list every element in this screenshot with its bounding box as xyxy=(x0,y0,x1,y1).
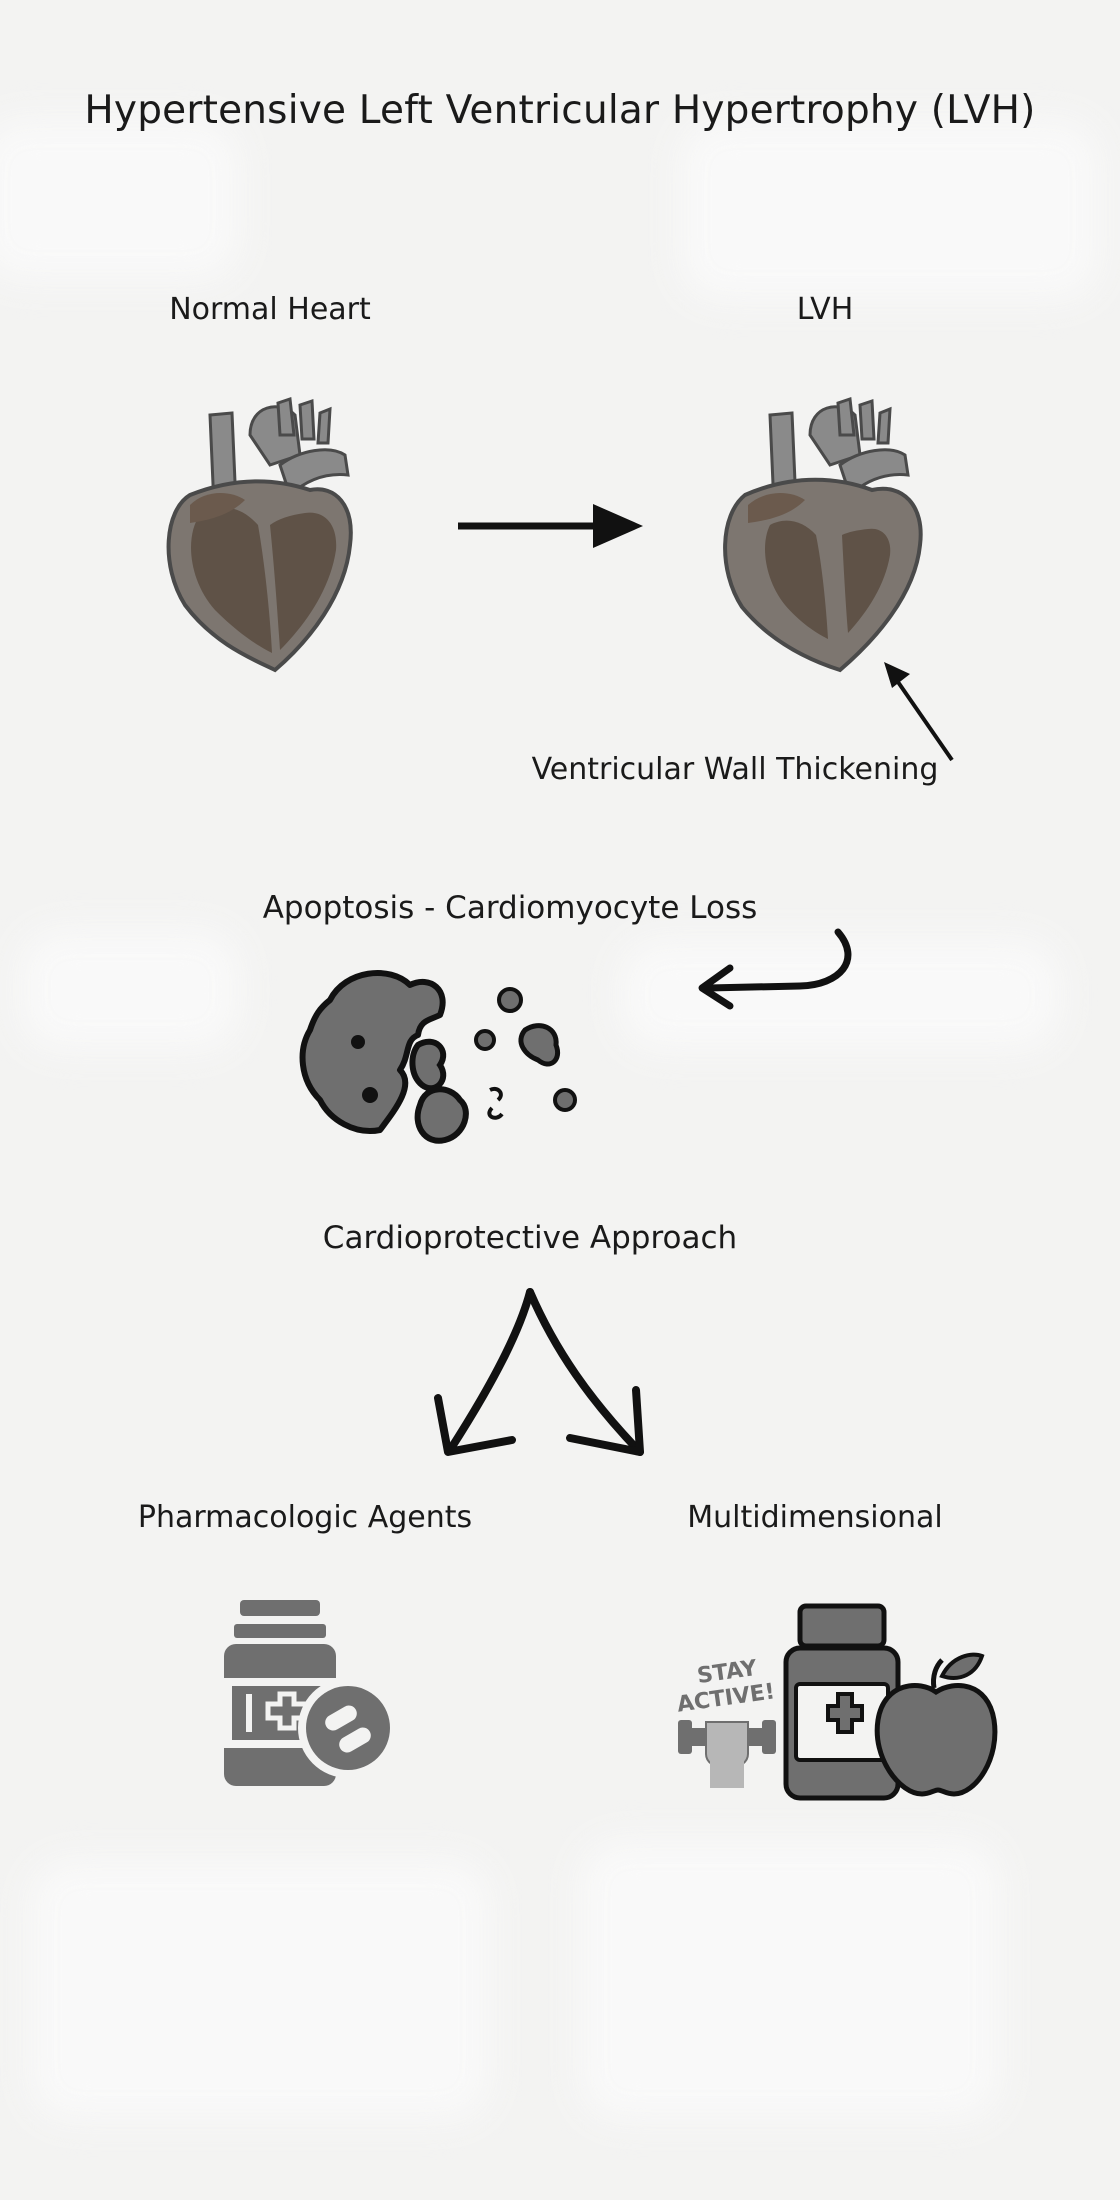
lvh-label: LVH xyxy=(796,292,854,327)
apoptosis-label: Apoptosis - Cardiomyocyte Loss xyxy=(262,890,758,926)
heart-icon xyxy=(160,395,380,675)
stay-active-badge-line1: STAY xyxy=(695,1655,759,1690)
branch-arrows xyxy=(430,1290,670,1460)
curved-return-arrow xyxy=(690,930,860,1010)
pharmacologic-label: Pharmacologic Agents xyxy=(137,1500,473,1535)
progression-arrow xyxy=(458,496,658,556)
normal-heart-label: Normal Heart xyxy=(169,292,371,327)
stay-active-badge-line2: ACTIVE! xyxy=(675,1679,777,1718)
wall-thickening-label: Ventricular Wall Thickening xyxy=(531,752,939,787)
apoptotic-cell-icon xyxy=(300,960,590,1160)
approach-label: Cardioprotective Approach xyxy=(322,1220,738,1256)
heart-lvh-icon xyxy=(720,395,940,675)
medicine-bottle-pills-icon xyxy=(220,1600,400,1800)
apple-icon xyxy=(872,1648,1002,1798)
page-title: Hypertensive Left Ventricular Hypertrophy (LVH) xyxy=(84,88,1036,133)
multidimensional-label: Multidimensional xyxy=(687,1500,943,1535)
